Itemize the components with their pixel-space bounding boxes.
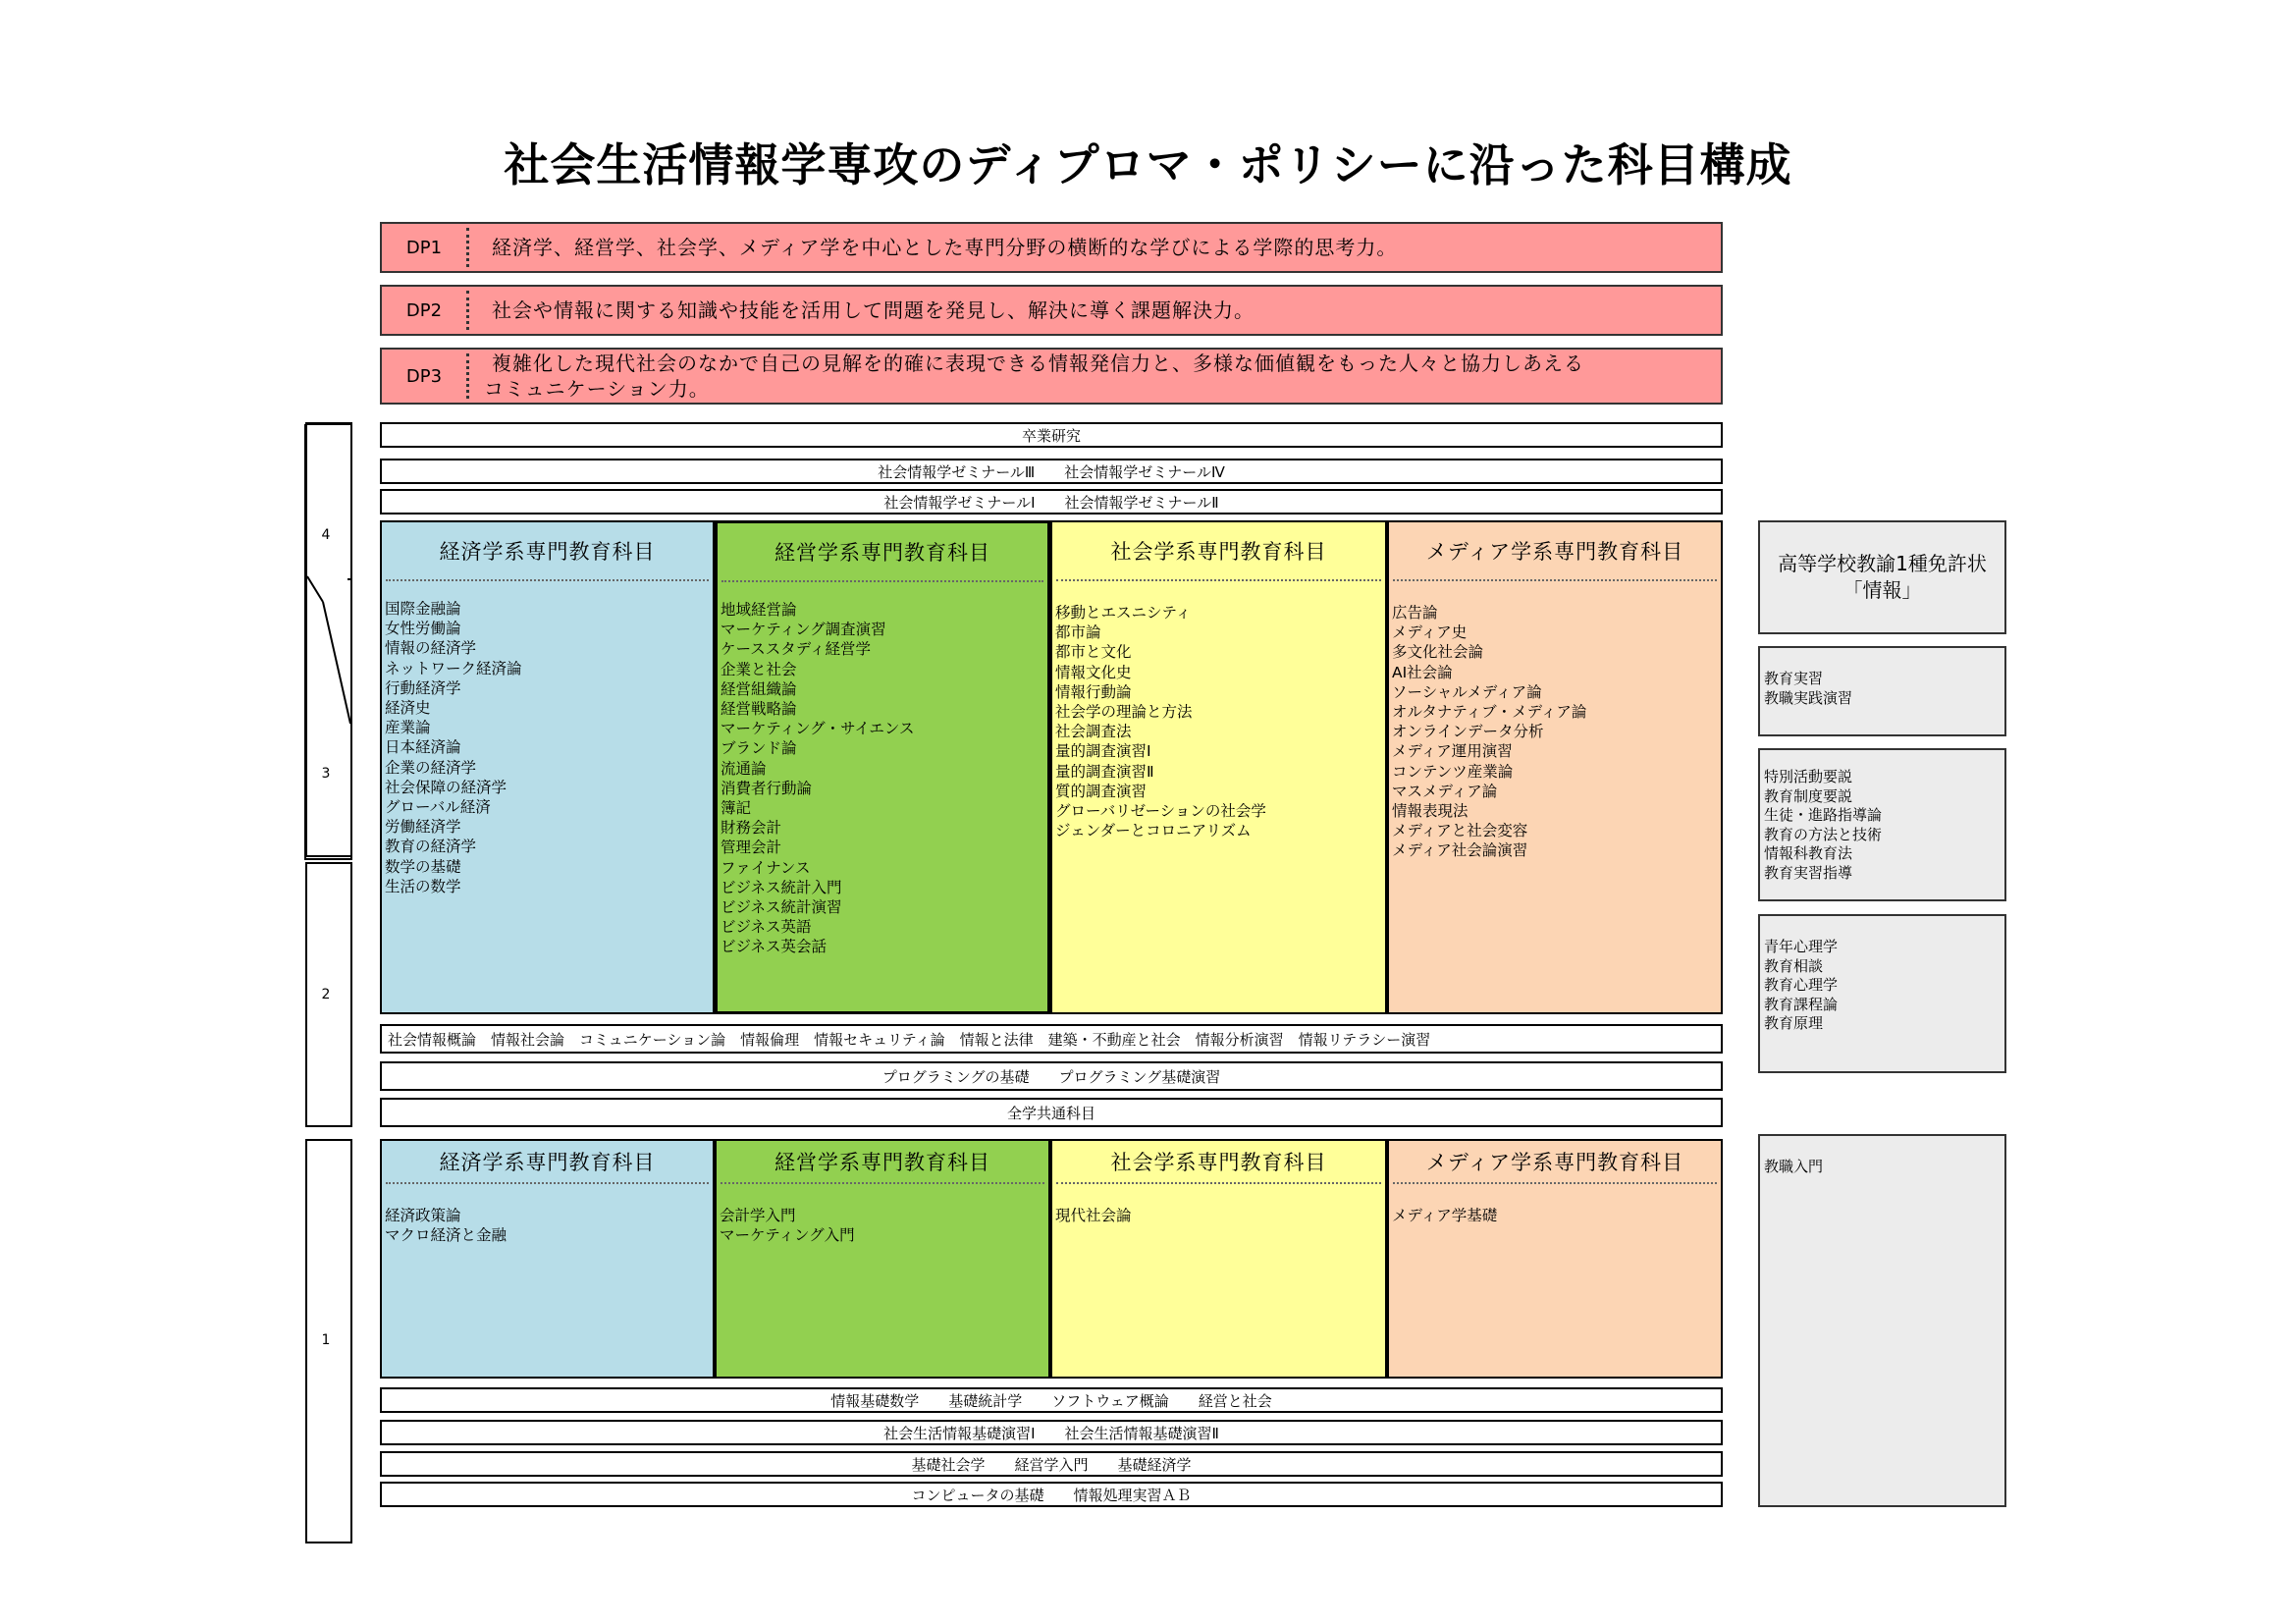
- list-item: メディア社会論演習: [1392, 841, 1528, 860]
- list-item: 企業の経済学: [385, 758, 477, 777]
- list-item: ファイナンス: [721, 858, 811, 877]
- list-item: 教育相談: [1764, 956, 1824, 975]
- dp2-separator: [466, 291, 469, 330]
- bar-programming: プログラミングの基礎 プログラミング基礎演習: [380, 1061, 1723, 1091]
- license-group-1: [1758, 646, 2006, 736]
- list-item: 広告論: [1392, 604, 1438, 622]
- list-item: グローバリゼーションの社会学: [1055, 802, 1266, 821]
- list-item: ブランド論: [721, 739, 797, 758]
- list-item: ビジネス統計演習: [721, 898, 842, 917]
- list-item: 教育心理学: [1764, 976, 1839, 994]
- list-item: ビジネス統計入門: [721, 878, 842, 896]
- list-item: コンテンツ産業論: [1392, 762, 1514, 781]
- upper-col-sociology: [1050, 520, 1387, 1014]
- bar-seminar-3-4: 社会情報学ゼミナールⅢ 社会情報学ゼミナールⅣ: [380, 459, 1723, 484]
- license-title-line2: 「情報」: [1842, 578, 1922, 602]
- list-item: 国際金融論: [385, 600, 461, 618]
- year-boundary-line: [305, 574, 352, 731]
- lower-col-economics-items: [385, 1206, 507, 1245]
- lower-col-sociology: [1050, 1139, 1387, 1379]
- list-item: 経済史: [385, 699, 431, 718]
- upper-col-management-items: [721, 600, 914, 957]
- bar-zengaku: 全学共通科目: [380, 1098, 1723, 1127]
- lower-col-management-title: 経営学系専門教育科目: [721, 1141, 1044, 1184]
- list-item: グローバル経済: [385, 798, 491, 817]
- license-title-box: [1758, 520, 2006, 634]
- list-item: ビジネス英会話: [721, 938, 828, 956]
- lower-col-sociology-items: [1055, 1206, 1132, 1225]
- list-item: 簿記: [721, 799, 752, 818]
- upper-col-sociology-items: [1055, 603, 1266, 840]
- license-group-3: [1758, 914, 2006, 1073]
- list-item: 特別活動要説: [1764, 768, 1853, 785]
- license-group-4-items: [1764, 1158, 1823, 1177]
- bar-joho-courses: 社会情報概論 情報社会論 コミュニケーション論 情報倫理 情報セキュリティ論 情報と法律 建築・不動産と社会 情報分析演習 情報リテラシー演習: [380, 1024, 1723, 1054]
- list-item: ジェンダーとコロニアリズム: [1055, 822, 1252, 840]
- list-item: マーケティング入門: [720, 1226, 855, 1245]
- list-item: 行動経済学: [385, 678, 461, 697]
- list-item: 財務会計: [721, 819, 782, 838]
- list-item: ケーススタディ経営学: [721, 640, 871, 659]
- list-item: 教育原理: [1764, 1014, 1824, 1032]
- dp1-text: 経済学、経営学、社会学、メディア学を中心とした専門分野の横断的な学びによる学際的思考力。: [492, 236, 1398, 259]
- list-item: メディア運用演習: [1392, 742, 1513, 761]
- lower-col-economics-title: 経済学系専門教育科目: [386, 1141, 709, 1184]
- upper-col-sociology-title: 社会学系専門教育科目: [1056, 522, 1381, 581]
- list-item: 経営戦略論: [721, 700, 797, 719]
- year-label-3: 3: [321, 766, 331, 782]
- bar-kiso-2: 社会生活情報基礎演習Ⅰ 社会生活情報基礎演習Ⅱ: [380, 1420, 1723, 1445]
- upper-col-economics-items: [385, 599, 522, 896]
- upper-col-media-title: メディア学系専門教育科目: [1393, 522, 1717, 581]
- license-title-line1: 高等学校教諭1種免許状: [1778, 552, 1987, 575]
- upper-col-management-title: 経営学系専門教育科目: [721, 523, 1043, 582]
- lower-col-economics: [380, 1139, 715, 1379]
- lower-col-sociology-title: 社会学系専門教育科目: [1056, 1141, 1381, 1184]
- list-item: 社会学の理論と方法: [1055, 703, 1193, 722]
- list-item: 教育課程論: [1764, 995, 1839, 1013]
- upper-col-economics: [380, 520, 715, 1014]
- list-item: 情報行動論: [1055, 682, 1132, 701]
- lower-col-management-items: [720, 1206, 855, 1245]
- dp3-separator: [466, 353, 469, 399]
- dp2-box: [380, 285, 1723, 336]
- dp3-text: [484, 350, 1701, 403]
- upper-col-media: [1387, 520, 1723, 1014]
- list-item: 女性労働論: [385, 620, 461, 638]
- list-item: 情報の経済学: [385, 639, 477, 658]
- dp2-text: 社会や情報に関する知識や技能を活用して問題を発見し、解決に導く課題解決力。: [492, 298, 1255, 322]
- lower-col-media: [1387, 1139, 1723, 1379]
- license-group-4: [1758, 1134, 2006, 1507]
- list-item: 教育の方法と技術: [1764, 825, 1883, 843]
- list-item: 教育の経済学: [385, 838, 477, 856]
- bar-sotsugyo: 卒業研究: [380, 422, 1723, 448]
- list-item: 多文化社会論: [1392, 643, 1484, 662]
- list-item: 量的調査演習Ⅱ: [1055, 762, 1154, 781]
- list-item: ビジネス英語: [721, 918, 812, 937]
- license-group-2: [1758, 748, 2006, 901]
- page-title: 社会生活情報学専攻のディプロマ・ポリシーに沿った科目構成: [504, 138, 1792, 191]
- list-item: 教職入門: [1764, 1158, 1824, 1175]
- bar-kiso-3: 基礎社会学 経営学入門 基礎経済学: [380, 1451, 1723, 1477]
- dp2-label: DP2: [405, 299, 443, 321]
- list-item: マーケティング調査演習: [721, 621, 886, 639]
- upper-col-management: [715, 520, 1050, 1014]
- bar-kiso-1: 情報基礎数学 基礎統計学 ソフトウェア概論 経営と社会: [380, 1387, 1723, 1413]
- list-item: AI社会論: [1392, 663, 1453, 681]
- list-item: 産業論: [385, 719, 431, 737]
- list-item: マクロ経済と金融: [385, 1226, 507, 1245]
- lower-col-media-title: メディア学系専門教育科目: [1393, 1141, 1717, 1184]
- list-item: 企業と社会: [721, 660, 797, 678]
- upper-col-economics-title: 経済学系専門教育科目: [386, 522, 709, 581]
- list-item: 都市論: [1055, 623, 1101, 642]
- lower-col-media-items: [1392, 1206, 1497, 1225]
- list-item: メディア学基礎: [1392, 1207, 1498, 1224]
- list-item: 日本経済論: [385, 738, 461, 757]
- bar-seminar-1-2: 社会情報学ゼミナールⅠ 社会情報学ゼミナールⅡ: [380, 489, 1723, 514]
- list-item: 情報表現法: [1392, 802, 1468, 821]
- list-item: 現代社会論: [1055, 1207, 1132, 1224]
- list-item: 労働経済学: [385, 818, 461, 837]
- list-item: 会計学入門: [720, 1207, 796, 1224]
- year-label-2: 2: [321, 987, 331, 1002]
- list-item: メディアと社会変容: [1392, 822, 1528, 840]
- year-label-1: 1: [321, 1332, 331, 1348]
- list-item: 情報科教育法: [1764, 844, 1853, 862]
- list-item: 青年心理学: [1764, 938, 1839, 955]
- list-item: 質的調査演習: [1055, 782, 1148, 800]
- list-item: 都市と文化: [1055, 643, 1132, 662]
- list-item: 経済政策論: [385, 1207, 461, 1224]
- list-item: メディア史: [1392, 623, 1468, 642]
- year-label-4: 4: [321, 527, 331, 543]
- list-item: マスメディア論: [1392, 782, 1498, 800]
- bar-kiso-4: コンピュータの基礎 情報処理実習ＡＢ: [380, 1482, 1723, 1507]
- list-item: 経営組織論: [721, 679, 797, 698]
- list-item: 量的調査演習Ⅰ: [1055, 742, 1151, 761]
- lower-col-management: [715, 1139, 1050, 1379]
- upper-col-media-items: [1392, 603, 1586, 861]
- license-group-2-items: [1764, 768, 1882, 883]
- list-item: 教育制度要説: [1764, 786, 1853, 805]
- list-item: 管理会計: [721, 839, 782, 857]
- license-title: [1760, 522, 2004, 632]
- list-item: ソーシャルメディア論: [1392, 682, 1542, 701]
- list-item: 移動とエスニシティ: [1055, 604, 1192, 622]
- list-item: 社会調査法: [1055, 723, 1132, 741]
- list-item: 教職実践演習: [1764, 688, 1853, 707]
- dp3-box: [380, 348, 1723, 405]
- list-item: オルタナティブ・メディア論: [1392, 703, 1587, 722]
- list-item: オンラインデータ分析: [1392, 723, 1544, 741]
- list-item: 生活の数学: [385, 877, 461, 895]
- list-item: 情報文化史: [1055, 663, 1132, 681]
- dp3-text-line1: 複雑化した現代社会のなかで自己の見解を的確に表現できる情報発信力と、多様な価値観をもった人々と協力しあえる: [492, 352, 1584, 375]
- license-group-3-items: [1764, 938, 1838, 1034]
- list-item: ネットワーク経済論: [385, 659, 522, 677]
- list-item: 社会保障の経済学: [385, 778, 507, 796]
- dp1-separator: [466, 228, 469, 267]
- dp1-box: [380, 222, 1723, 273]
- list-item: マーケティング・サイエンス: [721, 720, 915, 738]
- list-item: 教育実習指導: [1764, 863, 1853, 882]
- dp1-label: DP1: [405, 237, 443, 258]
- list-item: 流通論: [721, 759, 767, 778]
- list-item: 生徒・進路指導論: [1764, 806, 1883, 824]
- list-item: 消費者行動論: [721, 779, 813, 797]
- list-item: 数学の基礎: [385, 857, 461, 876]
- list-item: 教育実習: [1764, 670, 1824, 687]
- dp3-text-line2: コミュニケーション力。: [484, 377, 710, 401]
- dp3-label: DP3: [405, 365, 443, 387]
- license-group-1-items: [1764, 670, 1852, 708]
- list-item: 地域経営論: [721, 601, 797, 619]
